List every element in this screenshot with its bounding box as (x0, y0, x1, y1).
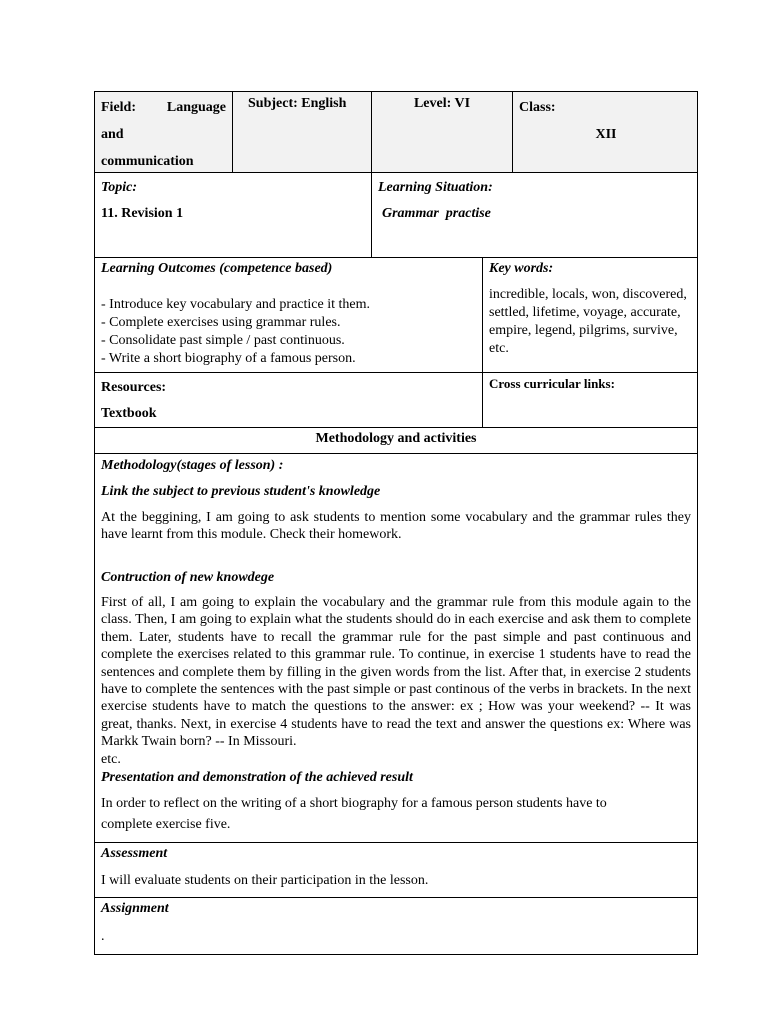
methodology-title-row (94, 427, 698, 453)
outcome-item: - Introduce key vocabulary and practice it them. (101, 297, 370, 312)
cross-links-label: Cross curricular links: (489, 376, 615, 391)
class-cell (512, 92, 699, 172)
keywords-text: incredible, locals, won, discovered, settled, lifetime, voyage, accurate, empire, legend, pilgrims, survive, etc. (489, 287, 687, 356)
resources-cell (95, 373, 482, 427)
resources-value: Textbook (101, 406, 157, 421)
link-label: Link the subject to previous student's knowledge (101, 484, 381, 499)
assessment-row (94, 842, 698, 897)
field-cell (95, 92, 232, 172)
assessment-text: I will evaluate students on their participation in the lesson. (101, 873, 429, 888)
outcomes-row (94, 257, 698, 372)
assessment-label: Assessment (101, 846, 168, 861)
field-value-1: Language (166, 100, 226, 115)
cross-links-cell (482, 373, 699, 427)
resources-label: Resources: (101, 380, 167, 395)
field-label: Field: (101, 100, 136, 115)
outcomes-cell (95, 258, 482, 372)
topic-value: 11. Revision 1 (101, 206, 184, 221)
level-text: Level: VI (413, 96, 471, 111)
topic-label: Topic: (101, 180, 138, 195)
outcome-item: - Write a short biography of a famous person. (101, 351, 356, 366)
situation-label: Learning Situation: (378, 180, 493, 195)
assignment-row (94, 897, 698, 955)
assignment-label: Assignment (101, 901, 169, 916)
outcomes-list (101, 296, 476, 368)
presentation-text-1: In order to reflect on the writing of a short biography for a famous person students have to (101, 795, 607, 811)
situation-value: Grammar practise (382, 206, 491, 221)
lesson-plan-table (94, 91, 698, 955)
field-value-3: communication (101, 154, 194, 169)
header-row (94, 91, 698, 172)
assignment-text: . (101, 929, 105, 944)
outcomes-label: Learning Outcomes (competence based) (101, 261, 333, 276)
methodology-row (94, 453, 698, 842)
situation-cell (371, 173, 699, 257)
class-label: Class: (519, 100, 556, 115)
methodology-title: Methodology and activities (315, 431, 477, 446)
link-text: At the beggining, I am going to ask students to mention some vocabulary and the grammar rules they have learnt from this module. Check their homework. (101, 510, 691, 542)
keywords-label: Key words: (489, 261, 554, 276)
level-cell (371, 92, 512, 172)
outcome-item: - Complete exercises using grammar rules. (101, 315, 341, 330)
outcome-item: - Consolidate past simple / past continuous. (101, 333, 345, 348)
keywords-cell (482, 258, 699, 372)
topic-cell (95, 173, 371, 257)
subject-cell (232, 92, 371, 172)
subject-text: Subject: English (248, 96, 347, 111)
presentation-text-2: complete exercise five. (101, 816, 231, 832)
stages-label: Methodology(stages of lesson) : (101, 458, 284, 473)
construction-etc: etc. (101, 751, 121, 767)
resources-row (94, 372, 698, 427)
construction-label: Contruction of new knowdege (101, 570, 275, 585)
presentation-label: Presentation and demonstration of the achieved result (101, 769, 413, 785)
topic-row (94, 172, 698, 257)
field-value-2: and (101, 127, 124, 142)
construction-text: First of all, I am going to explain the vocabulary and the grammar rule from this module again to the class. Then, I am going to explain what the students should do in each exercise and ask them to complete them. Later, students have to recall the grammar rule for the past simple and past continuous and complete the exercises related to this grammar rule. To continue, in exercise 1 students have to read the sentences and complete them by filling in the given words from the list. After that, in exercise 2 students have to complete the sentences with the past simple or past continous of the verbs in brackets. In the next exercise students have to match the questions to the answer: ex ; How was your weekend? -- It was great, thanks. Next, in exercise 4 students have to read the text and answer the questions ex: Where was Markk Twain born? -- In Missouri. (101, 595, 691, 750)
class-value: XII (595, 127, 617, 142)
